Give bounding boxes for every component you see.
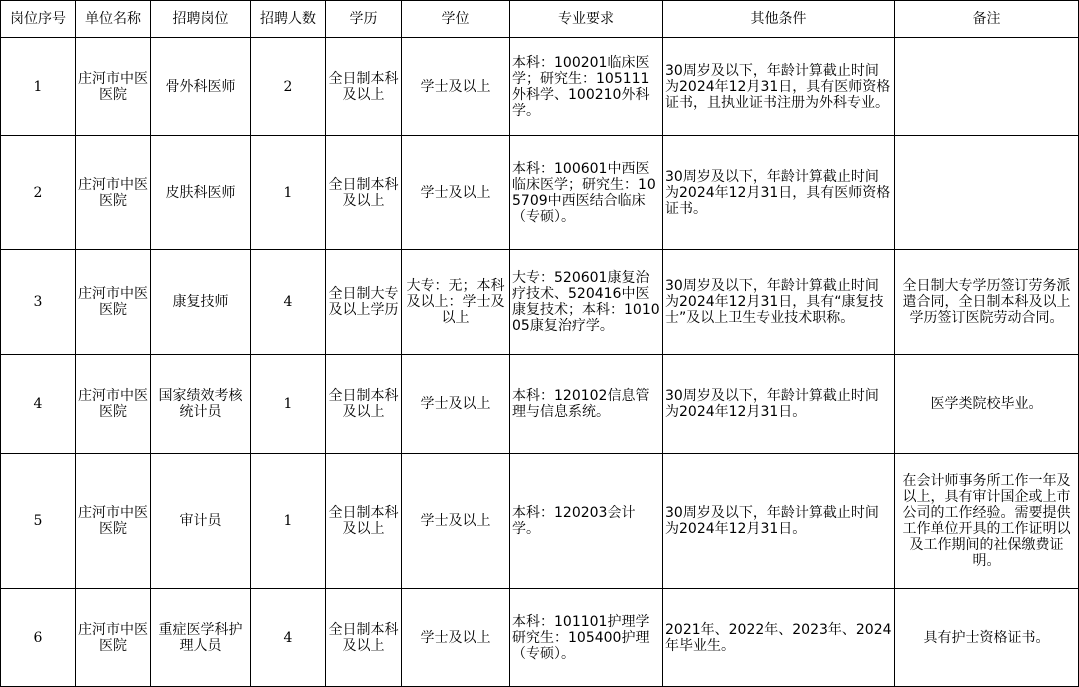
table-row xyxy=(1,250,1079,355)
cell-degree: 学士及以上 xyxy=(402,454,510,589)
cell-seq: 5 xyxy=(1,454,76,589)
table-row xyxy=(1,454,1079,589)
cell-position: 骨外科医师 xyxy=(151,38,251,136)
cell-major: 本科：100201临床医学；研究生：105111外科学、100210外科学。 xyxy=(510,38,663,136)
cell-unit: 庄河市中医医院 xyxy=(76,38,151,136)
cell-seq: 1 xyxy=(1,38,76,136)
cell-seq: 4 xyxy=(1,355,76,454)
cell-remark: 全日制大专学历签订劳务派遣合同，全日制本科及以上学历签订医院劳动合同。 xyxy=(895,250,1079,355)
cell-major: 本科：120102信息管理与信息系统。 xyxy=(510,355,663,454)
cell-major: 本科：101101护理学研究生：105400护理（专硕）。 xyxy=(510,589,663,687)
cell-degree: 学士及以上 xyxy=(402,38,510,136)
cell-seq: 3 xyxy=(1,250,76,355)
header-row xyxy=(1,1,1079,38)
cell-count: 1 xyxy=(251,355,326,454)
cell-other: 30周岁及以下，年龄计算截止时间为2024年12月31日，具有医师资格证书。 xyxy=(663,136,895,250)
table-row xyxy=(1,355,1079,454)
cell-major: 本科：100601中西医临床医学；研究生：105709中西医结合临床（专硕）。 xyxy=(510,136,663,250)
cell-degree: 学士及以上 xyxy=(402,589,510,687)
cell-remark xyxy=(895,136,1079,250)
cell-other: 30周岁及以下，年龄计算截止时间为2024年12月31日，具有医师资格证书，且执业证书注册为外科专业。 xyxy=(663,38,895,136)
cell-major: 大专：520601康复治疗技术、520416中医康复技术；本科：101005康复治疗学。 xyxy=(510,250,663,355)
header-count: 招聘人数 xyxy=(251,1,326,38)
header-seq: 岗位序号 xyxy=(1,1,76,38)
header-education: 学历 xyxy=(326,1,402,38)
cell-count: 4 xyxy=(251,589,326,687)
cell-count: 1 xyxy=(251,454,326,589)
cell-unit: 庄河市中医医院 xyxy=(76,136,151,250)
header-position: 招聘岗位 xyxy=(151,1,251,38)
cell-seq: 6 xyxy=(1,589,76,687)
table-row xyxy=(1,589,1079,687)
cell-count: 1 xyxy=(251,136,326,250)
cell-remark: 医学类院校毕业。 xyxy=(895,355,1079,454)
header-remark: 备注 xyxy=(895,1,1079,38)
header-other: 其他条件 xyxy=(663,1,895,38)
header-degree: 学位 xyxy=(402,1,510,38)
cell-remark: 在会计师事务所工作一年及以上，具有审计国企或上市公司的工作经验。需要提供工作单位开具的工作证明以及工作期间的社保缴费证明。 xyxy=(895,454,1079,589)
cell-education: 全日制本科及以上 xyxy=(326,454,402,589)
cell-remark: 具有护士资格证书。 xyxy=(895,589,1079,687)
cell-major: 本科：120203会计学。 xyxy=(510,454,663,589)
table-row xyxy=(1,38,1079,136)
header-unit: 单位名称 xyxy=(76,1,151,38)
cell-position: 皮肤科医师 xyxy=(151,136,251,250)
cell-unit: 庄河市中医医院 xyxy=(76,355,151,454)
cell-degree: 大专：无；本科及以上：学士及以上 xyxy=(402,250,510,355)
cell-degree: 学士及以上 xyxy=(402,136,510,250)
cell-education: 全日制本科及以上 xyxy=(326,38,402,136)
cell-seq: 2 xyxy=(1,136,76,250)
cell-other: 30周岁及以下，年龄计算截止时间为2024年12月31日。 xyxy=(663,355,895,454)
cell-unit: 庄河市中医医院 xyxy=(76,454,151,589)
cell-degree: 学士及以上 xyxy=(402,355,510,454)
cell-remark xyxy=(895,38,1079,136)
cell-education: 全日制本科及以上 xyxy=(326,355,402,454)
cell-position: 审计员 xyxy=(151,454,251,589)
table-row xyxy=(1,136,1079,250)
cell-other: 30周岁及以下，年龄计算截止时间为2024年12月31日。 xyxy=(663,454,895,589)
cell-education: 全日制本科及以上 xyxy=(326,136,402,250)
cell-education: 全日制大专及以上学历 xyxy=(326,250,402,355)
cell-count: 4 xyxy=(251,250,326,355)
header-major: 专业要求 xyxy=(510,1,663,38)
cell-unit: 庄河市中医医院 xyxy=(76,589,151,687)
cell-position: 重症医学科护理人员 xyxy=(151,589,251,687)
cell-other: 2021年、2022年、2023年、2024年毕业生。 xyxy=(663,589,895,687)
cell-count: 2 xyxy=(251,38,326,136)
cell-position: 国家绩效考核统计员 xyxy=(151,355,251,454)
cell-position: 康复技师 xyxy=(151,250,251,355)
cell-other: 30周岁及以下，年龄计算截止时间为2024年12月31日，具有“康复技士”及以上卫生专业技术职称。 xyxy=(663,250,895,355)
cell-unit: 庄河市中医医院 xyxy=(76,250,151,355)
cell-education: 全日制本科及以上 xyxy=(326,589,402,687)
